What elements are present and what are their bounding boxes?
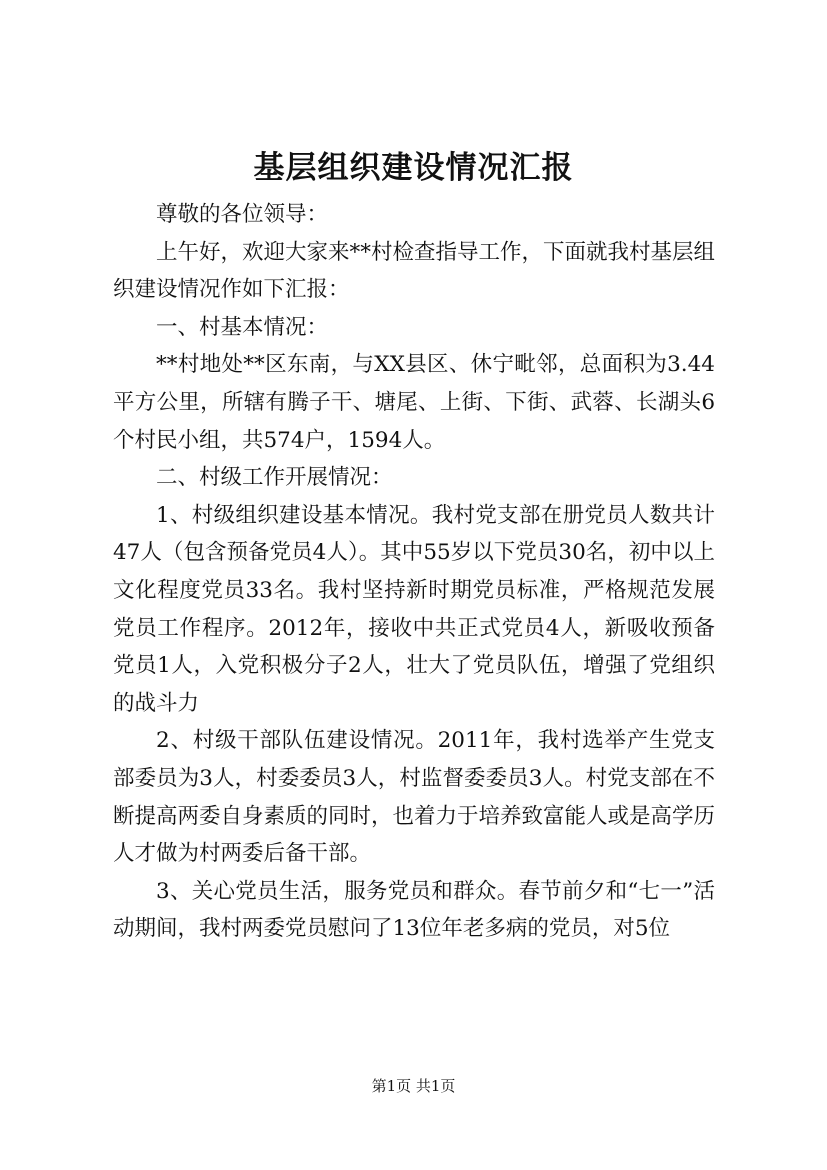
paragraph-cadre-building: 2、村级干部队伍建设情况。2011年，我村选举产生党支部委员为3人，村委委员3人，村监督委委员3人。村党支部在不断提高两委自身素质的同时，也着力于培养致富能人或是高学历人才做为村两委后备干部。	[113, 728, 716, 867]
document-title: 基层组织建设情况汇报	[253, 150, 574, 186]
section-heading-work: 二、村级工作开展情况：	[156, 465, 393, 491]
document-body	[113, 196, 715, 948]
paragraph-organization-building: 1、村级组织建设基本情况。我村党支部在册党员人数共计47人（包含预备党员4人）。其中55岁以下党员30名，初中以上文化程度党员33名。我村坚持新时期党员标准，严格规范发展党员工作程序。2012年，接收中共正式党员4人，新吸收预备党员1人，入党积极分子2人，壮大了党员队伍，增强了党组织的战斗力	[113, 502, 715, 716]
paragraph-basic-info: **村地处**区东南，与XX县区、休宁毗邻，总面积为3.44平方公里，所辖有腾子干、塘尾、上街、下街、武蓉、长湖头6个村民小组，共574户，1594人。	[113, 352, 715, 453]
paragraph-salutation: 尊敬的各位领导：	[156, 202, 329, 227]
paragraph-member-care: 3、关心党员生活，服务党员和群众。春节前夕和“七一”活动期间，我村两委党员慰问了13位年老多病的党员，对5位	[113, 878, 715, 942]
paragraph-greeting: 上午好，欢迎大家来**村检查指导工作，下面就我村基层组织建设情况作如下汇报：	[113, 239, 716, 303]
section-heading-basic-info: 一、村基本情况：	[156, 314, 329, 340]
page-footer: 第1页 共1页	[371, 1077, 456, 1095]
